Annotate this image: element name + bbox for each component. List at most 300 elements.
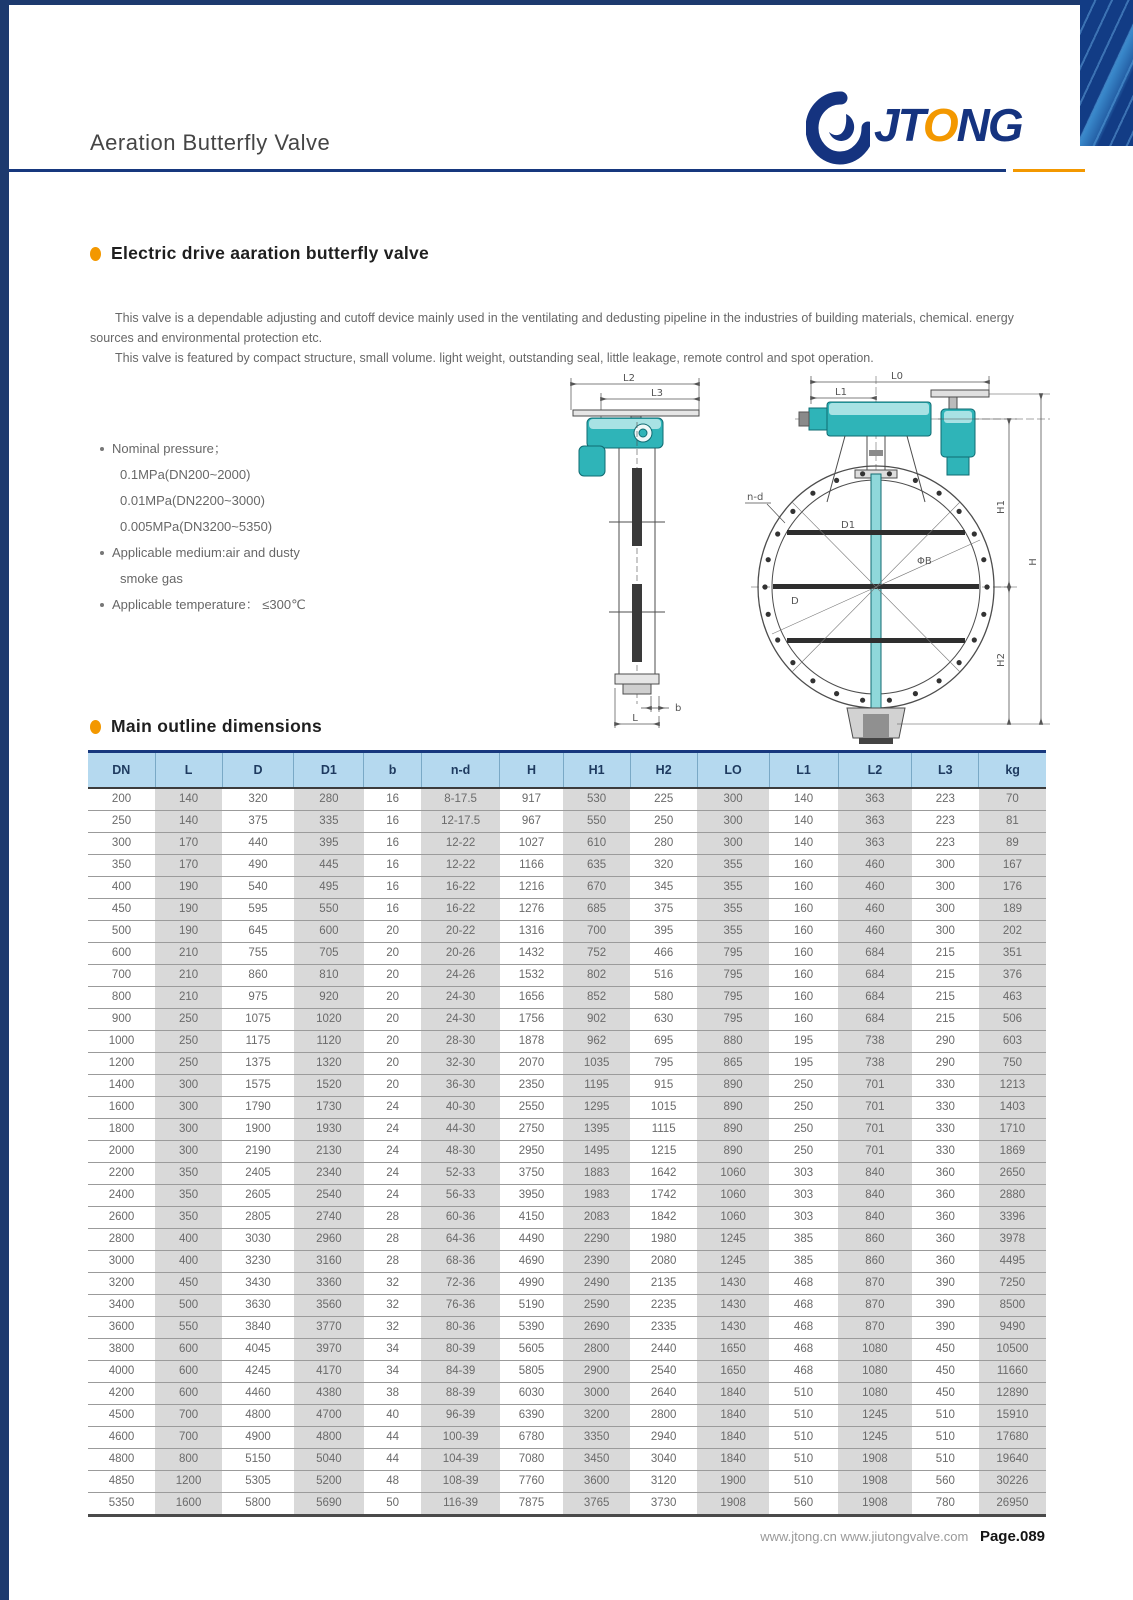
table-cell: 700 — [155, 1427, 222, 1449]
table-cell: 460 — [838, 899, 912, 921]
table-cell: 81 — [979, 811, 1046, 833]
table-cell: 160 — [769, 943, 838, 965]
table-cell: 355 — [697, 877, 769, 899]
table-cell: 2235 — [630, 1295, 697, 1317]
table-cell: 280 — [630, 833, 697, 855]
table-cell: 4150 — [500, 1207, 563, 1229]
table-cell: 802 — [563, 965, 630, 987]
svg-text:D: D — [791, 596, 799, 607]
table-cell: 8500 — [979, 1295, 1046, 1317]
table-cell: 890 — [697, 1097, 769, 1119]
table-cell: 5305 — [222, 1471, 294, 1493]
table-cell: 2540 — [294, 1185, 364, 1207]
table-cell: 300 — [912, 921, 979, 943]
table-cell: 1115 — [630, 1119, 697, 1141]
table-cell: 20 — [364, 965, 421, 987]
table-row — [88, 1075, 1046, 1097]
table-cell: 1175 — [222, 1031, 294, 1053]
table-cell: 684 — [838, 1009, 912, 1031]
table-cell: 2440 — [630, 1339, 697, 1361]
table-cell: 24-30 — [421, 987, 500, 1009]
table-cell: 34 — [364, 1339, 421, 1361]
table-row — [88, 1229, 1046, 1251]
table-cell: 24 — [364, 1141, 421, 1163]
table-cell: 400 — [155, 1251, 222, 1273]
table-cell: 440 — [222, 833, 294, 855]
column-header: D — [222, 752, 294, 789]
table-cell: 68-36 — [421, 1251, 500, 1273]
table-cell: 4800 — [222, 1405, 294, 1427]
table-cell: 580 — [630, 987, 697, 1009]
table-title-block — [90, 716, 322, 737]
table-cell: 1215 — [630, 1141, 697, 1163]
column-header: b — [364, 752, 421, 789]
table-cell: 2650 — [979, 1163, 1046, 1185]
column-header: L3 — [912, 752, 979, 789]
table-cell: 385 — [769, 1229, 838, 1251]
table-cell: 902 — [563, 1009, 630, 1031]
valve-technical-drawings — [545, 372, 1105, 744]
table-row — [88, 833, 1046, 855]
table-cell: 2805 — [222, 1207, 294, 1229]
table-cell: 1430 — [697, 1295, 769, 1317]
section-heading: Electric drive aaration butterfly valve — [111, 243, 430, 263]
table-cell: 700 — [155, 1405, 222, 1427]
table-row — [88, 987, 1046, 1009]
table-cell: 460 — [838, 877, 912, 899]
table-cell: 750 — [979, 1053, 1046, 1075]
jtong-logo — [800, 88, 1080, 168]
intro-paragraph-2: This valve is featured by compact structure, small volume. light weight, outstanding seal, little leakage, remote control and spot operation. — [115, 351, 874, 365]
table-cell: 4245 — [222, 1361, 294, 1383]
table-cell: 3160 — [294, 1251, 364, 1273]
footer-url-2: www.jiutongvalve.com — [840, 1529, 969, 1544]
table-cell: 917 — [500, 788, 563, 811]
table-cell: 1020 — [294, 1009, 364, 1031]
table-cell: 795 — [630, 1053, 697, 1075]
table-cell: 40 — [364, 1405, 421, 1427]
table-cell: 215 — [912, 1009, 979, 1031]
table-cell: 630 — [630, 1009, 697, 1031]
table-cell: 350 — [155, 1163, 222, 1185]
table-cell: 70 — [979, 788, 1046, 811]
feature-item — [100, 540, 430, 592]
column-header: H1 — [563, 752, 630, 789]
table-cell: 3750 — [500, 1163, 563, 1185]
table-cell: 5805 — [500, 1361, 563, 1383]
table-cell: 64-36 — [421, 1229, 500, 1251]
table-cell: 250 — [155, 1009, 222, 1031]
table-cell: 510 — [769, 1427, 838, 1449]
table-row — [88, 921, 1046, 943]
table-cell: 2200 — [88, 1163, 155, 1185]
feature-sub-line: 0.005MPa(DN3200~5350) — [120, 519, 273, 534]
column-header: kg — [979, 752, 1046, 789]
table-cell: 250 — [769, 1141, 838, 1163]
table-cell: 510 — [769, 1471, 838, 1493]
table-cell: 52-33 — [421, 1163, 500, 1185]
table-cell: 1375 — [222, 1053, 294, 1075]
page-title: Aeration Butterfly Valve — [90, 130, 331, 155]
table-cell: 195 — [769, 1031, 838, 1053]
table-cell: 24 — [364, 1163, 421, 1185]
table-cell: 3200 — [563, 1405, 630, 1427]
table-cell: 3978 — [979, 1229, 1046, 1251]
table-row — [88, 788, 1046, 811]
table-cell: 870 — [838, 1295, 912, 1317]
table-cell: 28 — [364, 1251, 421, 1273]
table-cell: 24 — [364, 1185, 421, 1207]
table-cell: 4200 — [88, 1383, 155, 1405]
table-cell: 140 — [769, 833, 838, 855]
table-cell: 3600 — [88, 1317, 155, 1339]
svg-text:H1: H1 — [996, 500, 1007, 514]
table-cell: 495 — [294, 877, 364, 899]
table-cell: 1742 — [630, 1185, 697, 1207]
table-cell: 1015 — [630, 1097, 697, 1119]
table-cell: 506 — [979, 1009, 1046, 1031]
table-cell: 250 — [155, 1053, 222, 1075]
table-cell: 1869 — [979, 1141, 1046, 1163]
table-cell: 160 — [769, 877, 838, 899]
table-cell: 32 — [364, 1295, 421, 1317]
table-cell: 12-22 — [421, 833, 500, 855]
table-cell: 290 — [912, 1053, 979, 1075]
table-cell: 1575 — [222, 1075, 294, 1097]
table-cell: 962 — [563, 1031, 630, 1053]
table-cell: 2080 — [630, 1251, 697, 1273]
table-cell: 48 — [364, 1471, 421, 1493]
table-cell: 2880 — [979, 1185, 1046, 1207]
table-cell: 4380 — [294, 1383, 364, 1405]
table-cell: 600 — [155, 1383, 222, 1405]
table-cell: 32 — [364, 1317, 421, 1339]
table-cell: 19640 — [979, 1449, 1046, 1471]
table-cell: 11660 — [979, 1361, 1046, 1383]
table-cell: 795 — [697, 965, 769, 987]
table-cell: 250 — [88, 811, 155, 833]
table-cell: 700 — [563, 921, 630, 943]
table-cell: 967 — [500, 811, 563, 833]
table-cell: 160 — [769, 899, 838, 921]
table-row — [88, 1427, 1046, 1449]
table-cell: 600 — [155, 1361, 222, 1383]
table-cell: 3030 — [222, 1229, 294, 1251]
table-cell: 9490 — [979, 1317, 1046, 1339]
table-cell: 468 — [769, 1339, 838, 1361]
table-cell: 1900 — [697, 1471, 769, 1493]
table-cell: 300 — [155, 1119, 222, 1141]
table-cell: 3200 — [88, 1273, 155, 1295]
feature-sub-line: 0.01MPa(DN2200~3000) — [120, 493, 265, 508]
table-cell: 88-39 — [421, 1383, 500, 1405]
table-cell: 50 — [364, 1493, 421, 1516]
table-cell: 1395 — [563, 1119, 630, 1141]
table-cell: 560 — [912, 1471, 979, 1493]
table-cell: 3770 — [294, 1317, 364, 1339]
table-cell: 705 — [294, 943, 364, 965]
table-cell: 30226 — [979, 1471, 1046, 1493]
table-cell: 468 — [769, 1273, 838, 1295]
table-cell: 223 — [912, 788, 979, 811]
table-cell: 468 — [769, 1361, 838, 1383]
table-cell: 1600 — [155, 1493, 222, 1516]
table-cell: 840 — [838, 1163, 912, 1185]
table-cell: 363 — [838, 788, 912, 811]
table-cell: 635 — [563, 855, 630, 877]
table-cell: 320 — [222, 788, 294, 811]
table-cell: 4600 — [88, 1427, 155, 1449]
table-cell: 300 — [697, 788, 769, 811]
svg-text:b: b — [675, 703, 682, 714]
swirl-logo-icon — [806, 90, 870, 166]
table-cell: 96-39 — [421, 1405, 500, 1427]
table-cell: 684 — [838, 965, 912, 987]
top-edge-band — [0, 0, 1133, 5]
table-cell: 1295 — [563, 1097, 630, 1119]
table-cell: 170 — [155, 855, 222, 877]
table-cell: 34 — [364, 1361, 421, 1383]
table-cell: 600 — [88, 943, 155, 965]
column-header: L — [155, 752, 222, 789]
table-cell: 210 — [155, 965, 222, 987]
table-cell: 20 — [364, 1075, 421, 1097]
table-cell: 4700 — [294, 1405, 364, 1427]
table-cell: 500 — [88, 921, 155, 943]
table-cell: 44-30 — [421, 1119, 500, 1141]
table-cell: 2540 — [630, 1361, 697, 1383]
table-cell: 400 — [88, 877, 155, 899]
table-cell: 1245 — [697, 1229, 769, 1251]
table-cell: 140 — [769, 788, 838, 811]
table-cell: 890 — [697, 1075, 769, 1097]
table-cell: 800 — [88, 987, 155, 1009]
table-cell: 2400 — [88, 1185, 155, 1207]
table-cell: 12-17.5 — [421, 811, 500, 833]
table-cell: 860 — [222, 965, 294, 987]
table-cell: 360 — [912, 1163, 979, 1185]
table-cell: 500 — [155, 1295, 222, 1317]
table-cell: 28-30 — [421, 1031, 500, 1053]
table-cell: 5150 — [222, 1449, 294, 1471]
list-dot-icon — [100, 603, 104, 607]
table-cell: 450 — [912, 1339, 979, 1361]
table-cell: 701 — [838, 1097, 912, 1119]
orange-bullet-icon — [90, 247, 101, 261]
table-cell: 445 — [294, 855, 364, 877]
table-cell: 16 — [364, 855, 421, 877]
table-cell: 3000 — [88, 1251, 155, 1273]
table-row — [88, 1031, 1046, 1053]
table-cell: 2335 — [630, 1317, 697, 1339]
table-cell: 1200 — [88, 1053, 155, 1075]
svg-text:L1: L1 — [835, 387, 847, 398]
table-cell: 510 — [769, 1405, 838, 1427]
table-cell: 4800 — [88, 1449, 155, 1471]
table-cell: 80-39 — [421, 1339, 500, 1361]
table-cell: 530 — [563, 788, 630, 811]
column-header: LO — [697, 752, 769, 789]
table-cell: 16-22 — [421, 877, 500, 899]
table-cell: 28 — [364, 1207, 421, 1229]
valve-side-view-drawing — [571, 373, 699, 728]
table-cell: 2405 — [222, 1163, 294, 1185]
table-cell: 2000 — [88, 1141, 155, 1163]
table-cell: 1908 — [838, 1471, 912, 1493]
table-cell: 795 — [697, 987, 769, 1009]
table-row — [88, 1405, 1046, 1427]
table-row — [88, 855, 1046, 877]
table-cell: 210 — [155, 943, 222, 965]
table-cell: 6780 — [500, 1427, 563, 1449]
table-cell: 16-22 — [421, 899, 500, 921]
table-cell: 190 — [155, 877, 222, 899]
table-cell: 350 — [155, 1185, 222, 1207]
table-cell: 2800 — [88, 1229, 155, 1251]
table-cell: 160 — [769, 1009, 838, 1031]
table-cell: 2800 — [563, 1339, 630, 1361]
table-cell: 2690 — [563, 1317, 630, 1339]
table-cell: 4900 — [222, 1427, 294, 1449]
table-cell: 20-26 — [421, 943, 500, 965]
table-cell: 1842 — [630, 1207, 697, 1229]
table-row — [88, 1449, 1046, 1471]
table-cell: 5690 — [294, 1493, 364, 1516]
list-dot-icon — [100, 551, 104, 555]
table-cell: 32 — [364, 1273, 421, 1295]
table-cell: 1316 — [500, 921, 563, 943]
table-cell: 865 — [697, 1053, 769, 1075]
table-cell: 20 — [364, 1053, 421, 1075]
table-cell: 3630 — [222, 1295, 294, 1317]
table-row — [88, 877, 1046, 899]
column-header: H2 — [630, 752, 697, 789]
table-cell: 7250 — [979, 1273, 1046, 1295]
table-cell: 215 — [912, 943, 979, 965]
table-cell: 376 — [979, 965, 1046, 987]
table-cell: 2340 — [294, 1163, 364, 1185]
header-rule-orange — [1013, 169, 1085, 172]
page-number: Page.089 — [979, 1528, 1045, 1545]
table-cell: 510 — [769, 1449, 838, 1471]
table-cell: 810 — [294, 965, 364, 987]
table-cell: 215 — [912, 987, 979, 1009]
table-cell: 250 — [769, 1097, 838, 1119]
table-row — [88, 1317, 1046, 1339]
table-cell: 1200 — [155, 1471, 222, 1493]
table-cell: 701 — [838, 1141, 912, 1163]
table-cell: 1060 — [697, 1207, 769, 1229]
table-cell: 1213 — [979, 1075, 1046, 1097]
table-cell: 20 — [364, 1009, 421, 1031]
table-row — [88, 1471, 1046, 1493]
table-cell: 463 — [979, 987, 1046, 1009]
table-cell: 1642 — [630, 1163, 697, 1185]
table-cell: 320 — [630, 855, 697, 877]
table-cell: 375 — [630, 899, 697, 921]
table-row — [88, 1119, 1046, 1141]
table-row — [88, 1009, 1046, 1031]
table-cell: 400 — [155, 1229, 222, 1251]
table-cell: 1600 — [88, 1097, 155, 1119]
table-row — [88, 1053, 1046, 1075]
table-cell: 330 — [912, 1141, 979, 1163]
table-cell: 24-30 — [421, 1009, 500, 1031]
table-row — [88, 811, 1046, 833]
table-cell: 303 — [769, 1163, 838, 1185]
table-cell: 1908 — [838, 1493, 912, 1516]
table-cell: 4490 — [500, 1229, 563, 1251]
table-cell: 1245 — [838, 1405, 912, 1427]
table-cell: 7875 — [500, 1493, 563, 1516]
table-cell: 468 — [769, 1317, 838, 1339]
table-cell: 15910 — [979, 1405, 1046, 1427]
table-cell: 6390 — [500, 1405, 563, 1427]
table-cell: 290 — [912, 1031, 979, 1053]
table-cell: 1276 — [500, 899, 563, 921]
table-cell: 395 — [630, 921, 697, 943]
table-cell: 738 — [838, 1031, 912, 1053]
table-cell: 250 — [769, 1119, 838, 1141]
table-cell: 3800 — [88, 1339, 155, 1361]
table-cell: 2490 — [563, 1273, 630, 1295]
table-cell: 920 — [294, 987, 364, 1009]
section-heading-block — [90, 243, 429, 264]
intro-paragraphs — [90, 308, 1048, 368]
table-cell: 300 — [912, 899, 979, 921]
table-cell: 20 — [364, 1031, 421, 1053]
table-cell: 1495 — [563, 1141, 630, 1163]
table-cell: 303 — [769, 1207, 838, 1229]
table-cell: 870 — [838, 1317, 912, 1339]
table-cell: 695 — [630, 1031, 697, 1053]
table-cell: 1245 — [838, 1427, 912, 1449]
table-cell: 2750 — [500, 1119, 563, 1141]
table-cell: 738 — [838, 1053, 912, 1075]
table-cell: 5350 — [88, 1493, 155, 1516]
table-cell: 300 — [155, 1141, 222, 1163]
table-cell: 610 — [563, 833, 630, 855]
table-cell: 335 — [294, 811, 364, 833]
table-cell: 280 — [294, 788, 364, 811]
table-cell: 89 — [979, 833, 1046, 855]
table-cell: 3730 — [630, 1493, 697, 1516]
table-cell: 2070 — [500, 1053, 563, 1075]
table-cell: 84-39 — [421, 1361, 500, 1383]
table-cell: 360 — [912, 1251, 979, 1273]
table-row — [88, 1207, 1046, 1229]
table-cell: 1080 — [838, 1383, 912, 1405]
column-header: DN — [88, 752, 155, 789]
table-cell: 3396 — [979, 1207, 1046, 1229]
table-cell: 7080 — [500, 1449, 563, 1471]
svg-text:H2: H2 — [996, 653, 1007, 667]
table-row — [88, 965, 1046, 987]
table-cell: 684 — [838, 943, 912, 965]
list-dot-icon — [100, 447, 104, 451]
table-cell: 32-30 — [421, 1053, 500, 1075]
page-footer — [760, 1528, 1045, 1545]
table-cell: 5800 — [222, 1493, 294, 1516]
table-cell: 2290 — [563, 1229, 630, 1251]
table-cell: 1908 — [697, 1493, 769, 1516]
table-title: Main outline dimensions — [111, 716, 323, 736]
table-cell: 160 — [769, 987, 838, 1009]
table-cell: 2605 — [222, 1185, 294, 1207]
svg-text:L0: L0 — [891, 372, 903, 382]
table-cell: 2940 — [630, 1427, 697, 1449]
table-cell: 12890 — [979, 1383, 1046, 1405]
